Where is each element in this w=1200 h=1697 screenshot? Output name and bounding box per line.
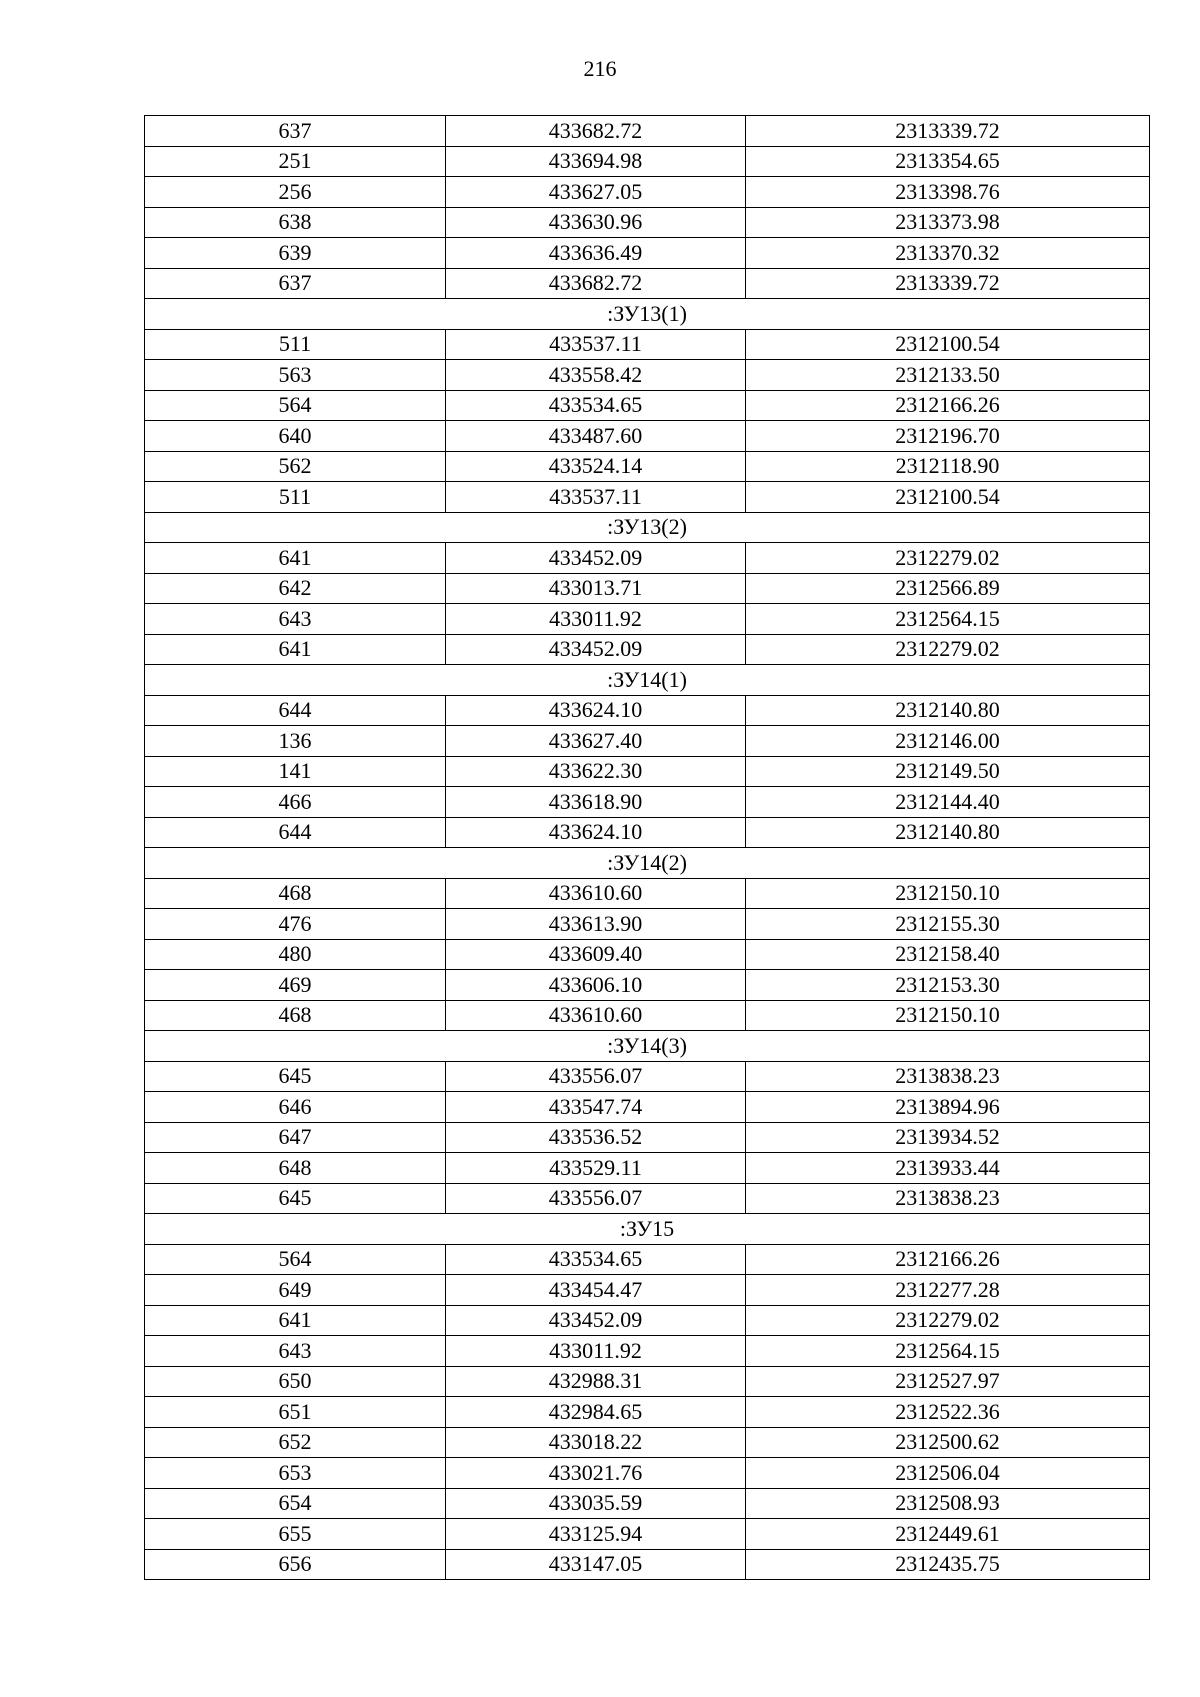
coordinates-table-body xyxy=(145,116,1150,1580)
point-number-cell: 511 xyxy=(145,482,446,513)
point-number-cell: 564 xyxy=(145,390,446,421)
table-row xyxy=(145,726,1150,757)
table-row xyxy=(145,1244,1150,1275)
point-number-cell: 562 xyxy=(145,451,446,482)
point-number-cell: 563 xyxy=(145,360,446,391)
y-coordinate-cell: 2312133.50 xyxy=(746,360,1150,391)
y-coordinate-cell: 2312564.15 xyxy=(746,604,1150,635)
y-coordinate-cell: 2312566.89 xyxy=(746,573,1150,604)
y-coordinate-cell: 2313838.23 xyxy=(746,1061,1150,1092)
x-coordinate-cell: 433624.10 xyxy=(446,817,746,848)
y-coordinate-cell: 2313373.98 xyxy=(746,207,1150,238)
y-coordinate-cell: 2312500.62 xyxy=(746,1427,1150,1458)
section-header-row xyxy=(145,1214,1150,1245)
y-coordinate-cell: 2312118.90 xyxy=(746,451,1150,482)
point-number-cell: 651 xyxy=(145,1397,446,1428)
y-coordinate-cell: 2312100.54 xyxy=(746,482,1150,513)
section-header-row xyxy=(145,1031,1150,1062)
point-number-cell: 476 xyxy=(145,909,446,940)
point-number-cell: 656 xyxy=(145,1549,446,1580)
y-coordinate-cell: 2312158.40 xyxy=(746,939,1150,970)
x-coordinate-cell: 433630.96 xyxy=(446,207,746,238)
table-row xyxy=(145,177,1150,208)
y-coordinate-cell: 2312140.80 xyxy=(746,695,1150,726)
x-coordinate-cell: 433682.72 xyxy=(446,116,746,147)
x-coordinate-cell: 433018.22 xyxy=(446,1427,746,1458)
x-coordinate-cell: 433524.14 xyxy=(446,451,746,482)
table-row xyxy=(145,634,1150,665)
x-coordinate-cell: 433537.11 xyxy=(446,482,746,513)
table-row xyxy=(145,756,1150,787)
point-number-cell: 141 xyxy=(145,756,446,787)
x-coordinate-cell: 433610.60 xyxy=(446,1000,746,1031)
point-number-cell: 655 xyxy=(145,1519,446,1550)
table-row xyxy=(145,1183,1150,1214)
section-label: :ЗУ14(1) xyxy=(145,665,1150,696)
x-coordinate-cell: 433534.65 xyxy=(446,390,746,421)
section-label: :ЗУ13(2) xyxy=(145,512,1150,543)
section-label: :ЗУ14(3) xyxy=(145,1031,1150,1062)
x-coordinate-cell: 433536.52 xyxy=(446,1122,746,1153)
point-number-cell: 468 xyxy=(145,1000,446,1031)
table-row xyxy=(145,573,1150,604)
y-coordinate-cell: 2312153.30 xyxy=(746,970,1150,1001)
point-number-cell: 650 xyxy=(145,1366,446,1397)
point-number-cell: 564 xyxy=(145,1244,446,1275)
table-row xyxy=(145,116,1150,147)
point-number-cell: 654 xyxy=(145,1488,446,1519)
y-coordinate-cell: 2312155.30 xyxy=(746,909,1150,940)
x-coordinate-cell: 433454.47 xyxy=(446,1275,746,1306)
point-number-cell: 644 xyxy=(145,695,446,726)
x-coordinate-cell: 433147.05 xyxy=(446,1549,746,1580)
y-coordinate-cell: 2312150.10 xyxy=(746,878,1150,909)
y-coordinate-cell: 2312508.93 xyxy=(746,1488,1150,1519)
y-coordinate-cell: 2313933.44 xyxy=(746,1153,1150,1184)
point-number-cell: 251 xyxy=(145,146,446,177)
point-number-cell: 648 xyxy=(145,1153,446,1184)
point-number-cell: 647 xyxy=(145,1122,446,1153)
section-header-row xyxy=(145,512,1150,543)
x-coordinate-cell: 432988.31 xyxy=(446,1366,746,1397)
point-number-cell: 641 xyxy=(145,1305,446,1336)
x-coordinate-cell: 433558.42 xyxy=(446,360,746,391)
section-header-row xyxy=(145,299,1150,330)
table-row xyxy=(145,1488,1150,1519)
table-row xyxy=(145,268,1150,299)
section-label: :ЗУ13(1) xyxy=(145,299,1150,330)
point-number-cell: 641 xyxy=(145,543,446,574)
y-coordinate-cell: 2312279.02 xyxy=(746,543,1150,574)
table-row xyxy=(145,421,1150,452)
table-row xyxy=(145,1519,1150,1550)
x-coordinate-cell: 433035.59 xyxy=(446,1488,746,1519)
x-coordinate-cell: 433613.90 xyxy=(446,909,746,940)
point-number-cell: 644 xyxy=(145,817,446,848)
y-coordinate-cell: 2313894.96 xyxy=(746,1092,1150,1123)
table-row xyxy=(145,207,1150,238)
point-number-cell: 643 xyxy=(145,1336,446,1367)
table-row xyxy=(145,878,1150,909)
point-number-cell: 466 xyxy=(145,787,446,818)
point-number-cell: 511 xyxy=(145,329,446,360)
y-coordinate-cell: 2312279.02 xyxy=(746,1305,1150,1336)
section-label: :ЗУ14(2) xyxy=(145,848,1150,879)
x-coordinate-cell: 433011.92 xyxy=(446,604,746,635)
x-coordinate-cell: 433534.65 xyxy=(446,1244,746,1275)
point-number-cell: 637 xyxy=(145,116,446,147)
point-number-cell: 643 xyxy=(145,604,446,635)
x-coordinate-cell: 433556.07 xyxy=(446,1061,746,1092)
section-header-row xyxy=(145,665,1150,696)
table-row xyxy=(145,238,1150,269)
y-coordinate-cell: 2312166.26 xyxy=(746,390,1150,421)
x-coordinate-cell: 433487.60 xyxy=(446,421,746,452)
x-coordinate-cell: 433013.71 xyxy=(446,573,746,604)
y-coordinate-cell: 2313370.32 xyxy=(746,238,1150,269)
point-number-cell: 480 xyxy=(145,939,446,970)
table-row xyxy=(145,1366,1150,1397)
x-coordinate-cell: 433610.60 xyxy=(446,878,746,909)
x-coordinate-cell: 432984.65 xyxy=(446,1397,746,1428)
y-coordinate-cell: 2312100.54 xyxy=(746,329,1150,360)
x-coordinate-cell: 433624.10 xyxy=(446,695,746,726)
table-row xyxy=(145,1275,1150,1306)
y-coordinate-cell: 2312522.36 xyxy=(746,1397,1150,1428)
coordinates-table xyxy=(144,115,1150,1580)
point-number-cell: 637 xyxy=(145,268,446,299)
table-row xyxy=(145,543,1150,574)
table-row xyxy=(145,970,1150,1001)
x-coordinate-cell: 433622.30 xyxy=(446,756,746,787)
y-coordinate-cell: 2313934.52 xyxy=(746,1122,1150,1153)
table-row xyxy=(145,1397,1150,1428)
table-row xyxy=(145,787,1150,818)
table-row xyxy=(145,1000,1150,1031)
table-row xyxy=(145,1336,1150,1367)
x-coordinate-cell: 433547.74 xyxy=(446,1092,746,1123)
point-number-cell: 649 xyxy=(145,1275,446,1306)
table-row xyxy=(145,146,1150,177)
table-row xyxy=(145,909,1150,940)
point-number-cell: 652 xyxy=(145,1427,446,1458)
x-coordinate-cell: 433125.94 xyxy=(446,1519,746,1550)
x-coordinate-cell: 433627.05 xyxy=(446,177,746,208)
x-coordinate-cell: 433537.11 xyxy=(446,329,746,360)
x-coordinate-cell: 433021.76 xyxy=(446,1458,746,1489)
x-coordinate-cell: 433452.09 xyxy=(446,1305,746,1336)
point-number-cell: 646 xyxy=(145,1092,446,1123)
table-row xyxy=(145,695,1150,726)
y-coordinate-cell: 2312150.10 xyxy=(746,1000,1150,1031)
y-coordinate-cell: 2312149.50 xyxy=(746,756,1150,787)
x-coordinate-cell: 433452.09 xyxy=(446,634,746,665)
table-row xyxy=(145,482,1150,513)
point-number-cell: 256 xyxy=(145,177,446,208)
y-coordinate-cell: 2313354.65 xyxy=(746,146,1150,177)
table-row xyxy=(145,1122,1150,1153)
y-coordinate-cell: 2312279.02 xyxy=(746,634,1150,665)
y-coordinate-cell: 2312166.26 xyxy=(746,1244,1150,1275)
x-coordinate-cell: 433618.90 xyxy=(446,787,746,818)
table-row xyxy=(145,360,1150,391)
x-coordinate-cell: 433627.40 xyxy=(446,726,746,757)
point-number-cell: 640 xyxy=(145,421,446,452)
point-number-cell: 136 xyxy=(145,726,446,757)
x-coordinate-cell: 433682.72 xyxy=(446,268,746,299)
point-number-cell: 639 xyxy=(145,238,446,269)
x-coordinate-cell: 433529.11 xyxy=(446,1153,746,1184)
section-label: :ЗУ15 xyxy=(145,1214,1150,1245)
table-row xyxy=(145,1153,1150,1184)
x-coordinate-cell: 433011.92 xyxy=(446,1336,746,1367)
x-coordinate-cell: 433452.09 xyxy=(446,543,746,574)
y-coordinate-cell: 2313838.23 xyxy=(746,1183,1150,1214)
point-number-cell: 638 xyxy=(145,207,446,238)
table-row xyxy=(145,939,1150,970)
x-coordinate-cell: 433556.07 xyxy=(446,1183,746,1214)
table-row xyxy=(145,451,1150,482)
point-number-cell: 645 xyxy=(145,1183,446,1214)
y-coordinate-cell: 2312146.00 xyxy=(746,726,1150,757)
point-number-cell: 653 xyxy=(145,1458,446,1489)
y-coordinate-cell: 2312435.75 xyxy=(746,1549,1150,1580)
y-coordinate-cell: 2312506.04 xyxy=(746,1458,1150,1489)
table-row xyxy=(145,1427,1150,1458)
point-number-cell: 641 xyxy=(145,634,446,665)
y-coordinate-cell: 2312144.40 xyxy=(746,787,1150,818)
x-coordinate-cell: 433609.40 xyxy=(446,939,746,970)
section-header-row xyxy=(145,848,1150,879)
x-coordinate-cell: 433606.10 xyxy=(446,970,746,1001)
table-row xyxy=(145,1061,1150,1092)
y-coordinate-cell: 2313339.72 xyxy=(746,116,1150,147)
table-row xyxy=(145,1458,1150,1489)
y-coordinate-cell: 2312196.70 xyxy=(746,421,1150,452)
x-coordinate-cell: 433636.49 xyxy=(446,238,746,269)
table-row xyxy=(145,329,1150,360)
y-coordinate-cell: 2312140.80 xyxy=(746,817,1150,848)
y-coordinate-cell: 2312449.61 xyxy=(746,1519,1150,1550)
point-number-cell: 645 xyxy=(145,1061,446,1092)
x-coordinate-cell: 433694.98 xyxy=(446,146,746,177)
y-coordinate-cell: 2313398.76 xyxy=(746,177,1150,208)
point-number-cell: 468 xyxy=(145,878,446,909)
table-row xyxy=(145,1549,1150,1580)
table-row xyxy=(145,817,1150,848)
table-row xyxy=(145,1305,1150,1336)
point-number-cell: 469 xyxy=(145,970,446,1001)
point-number-cell: 642 xyxy=(145,573,446,604)
table-row xyxy=(145,1092,1150,1123)
y-coordinate-cell: 2313339.72 xyxy=(746,268,1150,299)
y-coordinate-cell: 2312564.15 xyxy=(746,1336,1150,1367)
y-coordinate-cell: 2312277.28 xyxy=(746,1275,1150,1306)
table-row xyxy=(145,390,1150,421)
y-coordinate-cell: 2312527.97 xyxy=(746,1366,1150,1397)
table-row xyxy=(145,604,1150,635)
page-number: 216 xyxy=(583,56,617,81)
